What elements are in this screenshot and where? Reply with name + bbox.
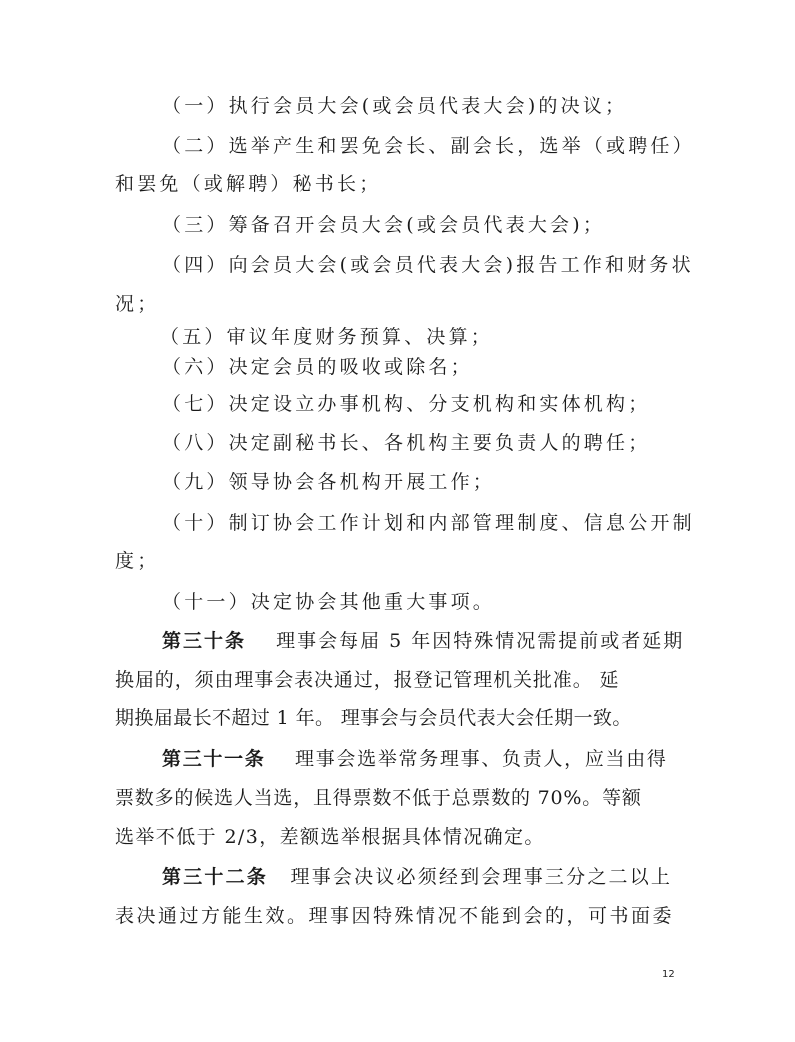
item-1: （一）执行会员大会(或会员代表大会)的决议； — [162, 95, 628, 117]
item-10-line-1: （十）制订协会工作计划和内部管理制度、信息公开制 — [162, 512, 695, 534]
item-6: （六）决定会员的吸收或除名； — [162, 356, 473, 378]
item-8: （八）决定副秘书长、各机构主要负责人的聘任； — [162, 432, 651, 454]
article-32-label: 第三十二条 — [162, 866, 269, 888]
article-31-line-2: 票数多的候选人当选，且得票数不低于总票数的 70%。等额 — [115, 787, 642, 809]
item-3: （三）筹备召开会员大会(或会员代表大会)； — [162, 214, 606, 236]
article-30-line-3: 期换届最长不超过 1 年。 理事会与会员代表大会任期一致。 — [115, 707, 632, 729]
item-10-line-2: 度； — [115, 550, 160, 572]
item-11: （十一）决定协会其他重大事项。 — [162, 591, 496, 613]
article-32-text-1: 理事会决议必须经到会理事三分之二以上 — [290, 866, 673, 888]
item-2-line-2: 和罢免（或解聘）秘书长； — [115, 173, 382, 195]
item-2-line-1: （二）选举产生和罢免会长、副会长，选举（或聘任） — [162, 135, 695, 157]
item-4-line-1: （四）向会员大会(或会员代表大会)报告工作和财务状 — [162, 254, 694, 276]
item-5: （五）审议年度财务预算、决算； — [160, 326, 494, 348]
article-30-text-1: 理事会每届 5 年因特殊情况需提前或者延期 — [276, 630, 685, 652]
page-number: 12 — [662, 969, 675, 980]
article-32-line-1 — [162, 866, 672, 888]
article-30-line-1 — [162, 630, 684, 652]
article-31-text-1: 理事会选举常务理事、负责人，应当由得 — [295, 748, 668, 770]
item-4-line-2: 况； — [115, 293, 160, 315]
item-9: （九）领导协会各机构开展工作； — [162, 471, 496, 493]
article-31-line-3: 选举不低于 2/3，差额选举根据具体情况确定。 — [115, 826, 545, 848]
article-30-line-2: 换届的，须由理事会表决通过，报登记管理机关批准。 延 — [115, 669, 620, 691]
article-30-label: 第三十条 — [162, 630, 247, 652]
article-31-line-1 — [162, 748, 668, 770]
article-31-label: 第三十一条 — [162, 748, 266, 770]
article-32-line-2: 表决通过方能生效。理事因特殊情况不能到会的，可书面委 — [115, 905, 675, 927]
item-7: （七）决定设立办事机构、分支机构和实体机构； — [162, 393, 651, 415]
